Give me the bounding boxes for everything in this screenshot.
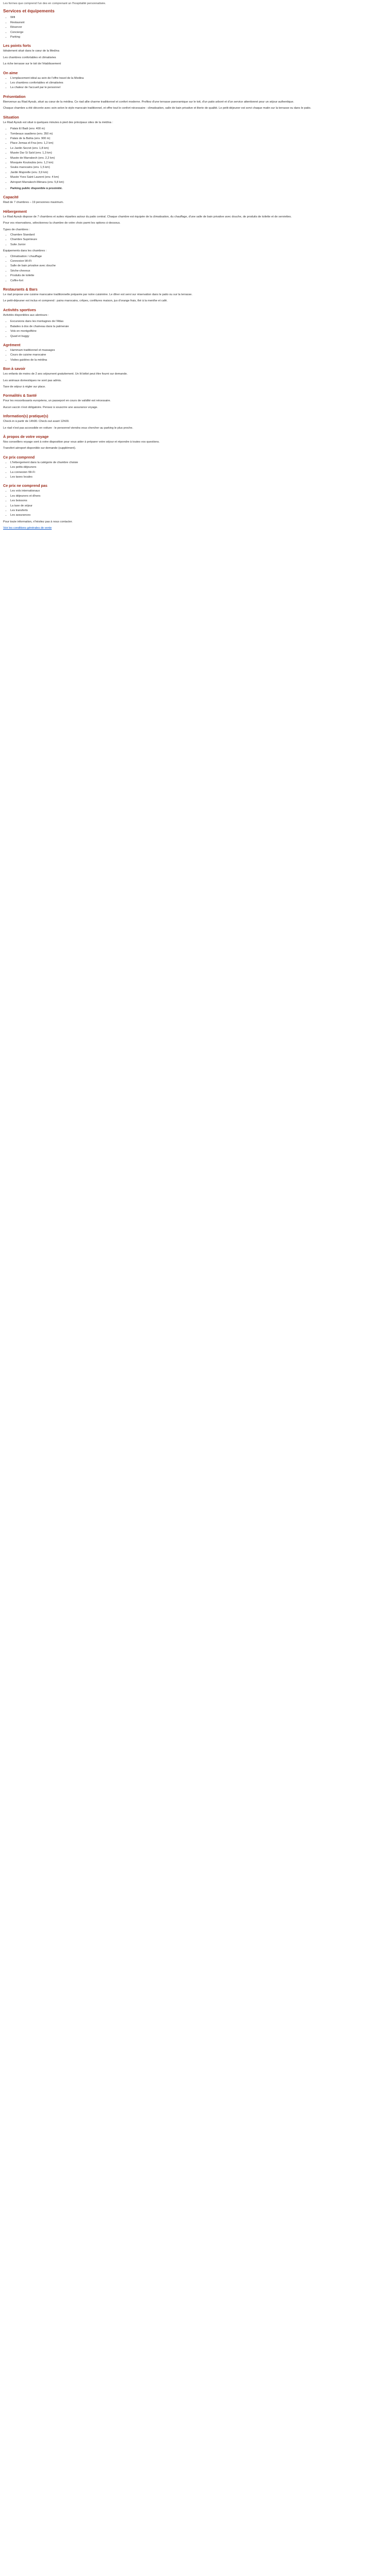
situation-title: Situation [3,114,19,120]
agrement-list [3,349,388,362]
intro-text: Les formes que comprend l'un des en comprenant un l'hospitalité personnalisée. [3,2,106,5]
infos-para: Le riad n'est pas accessible en voiture : le personnel viendra vous chercher au parking le plus proche. [3,426,134,430]
situation-note: • Parking public disponible à proximité. [10,187,388,191]
presentation-para: Bienvenue au Riad Ayoub, situé au cœur de la médina. Ce riad allie charme traditionnel et confort moderne. Profitez d'une terrasse panoramique sur le toit, d'un patio arboré et d'un service attentionné pour un séjour authentique. [3,100,295,104]
voyage-title: À propos de votre voyage [3,434,49,439]
room-equip-item: • Connexion Wi-Fi [10,260,388,263]
on-aime-item: • La chaleur de l'accueil par le personnel [10,86,388,90]
service-item: • Restaurant [10,21,388,25]
activites-list [3,320,388,338]
prix-non-compris-item: • La taxe de séjour [10,504,388,508]
situation-item: • Place Jemaa el-Fna (env. 1,2 km) [10,142,388,145]
prix-non-compris-item: • Les vols internationaux [10,489,388,493]
prix-comprend-item: • Les taxes locales [10,476,388,479]
room-equip-list [3,255,388,283]
prix-non-compris-list [3,489,388,517]
service-item: • Concierge [10,31,388,35]
prix-comprend-item: • La connexion Wi-Fi [10,471,388,474]
points-forts-para: Idéalement situé dans le cœur de la Medina [3,49,59,53]
room-types-title: Types de chambres : [3,228,30,231]
situation-item: • Jardin Majorelle (env. 3,9 km) [10,171,388,175]
capacite-title: Capacité [3,195,19,200]
bon-a-savoir-title: Bon à savoir [3,366,26,371]
infos-para: Check-in à partir de 14h00. Check-out avant 12h00. [3,420,70,423]
situation-item: • Mosquée Koutoubia (env. 1,2 km) [10,161,388,165]
services-list [3,16,388,39]
presentation-para: Chaque chambre a été décorée avec soin selon le style marocain traditionnel, et offre tout le confort nécessaire : climatisation, salle de bain privative et literie de qualité. Le petit-déjeuner est servi chaque matin sur la terrasse ou dans le patio. [3,107,312,110]
situation-item: • Palais El Badi (env. 400 m) [10,127,388,131]
bon-a-savoir-para: Les enfants de moins de 2 ans séjournent gratuitement. Un lit bébé peut être fourni sur demande. [3,372,128,376]
formalites-sante-title: Formalités & Santé [3,393,37,398]
formalites-sante-para: Pour les ressortissants européens, un passeport en cours de validité est nécessaire. [3,399,111,403]
activites-intro: Activités disponibles aux alentours : [3,313,49,317]
on-aime-list [3,77,388,90]
on-aime-item: • Les chambres confortables et climatisées [10,81,388,85]
prix-comprend-title: Ce prix comprend [3,454,35,460]
agrement-item: • Hammam traditionnel et massages [10,349,388,352]
prix-non-compris-item: • Les boissons [10,499,388,503]
room-equip-title: Équipements dans les chambres : [3,249,47,253]
prix-non-compris-item: • Les transferts [10,509,388,513]
room-type-item: • Chambre Standard [10,233,388,237]
presentation-title: Présentation [3,94,26,99]
hebergement-para: Le Riad Ayoub dispose de 7 chambres et suites réparties autour du patio central. Chaque chambre est équipée de la climatisation, du chauffage, d'une salle de bain privative avec douche, de produits de toilette et de serviettes. [3,215,292,218]
activites-title: Activités sportives [3,307,36,312]
services-title: Services et équipements [3,8,55,14]
footer-contact: Pour toute information, n'hésitez pas à nous contacter. [3,520,73,523]
situation-item: • Musée de Marrakech (env. 2,2 km) [10,157,388,160]
room-equip-item: • Sèche-cheveux [10,269,388,273]
situation-item: • Musée Yves Saint Laurent (env. 4 km) [10,176,388,179]
prix-comprend-item: • Les petits-déjeuners [10,466,388,469]
activite-item: • Excursions dans les montagnes de l'Atlas [10,320,388,324]
situation-list [3,127,388,184]
situation-item: • Le Jardin Secret (env. 1,8 km) [10,147,388,150]
hebergement-title: Hébergement [3,209,27,214]
situation-item: • Souks marocains (env. 1,5 km) [10,166,388,170]
activite-item: • Quad et buggy [10,335,388,338]
on-aime-item: • L'emplacement idéal au sein de l'offre travel de la Medina [10,77,388,80]
situation-item: • Aéroport Marrakech-Ménara (env. 5,8 km) [10,181,388,184]
agrement-title: Agrément [3,342,21,347]
capacite-line: Riad de 7 chambres – 19 personnes maximum. [3,201,64,205]
prix-comprend-list [3,461,388,480]
points-forts-title: Les points forts [3,43,31,48]
bon-a-savoir-para: Taxe de séjour à régler sur place. [3,385,46,388]
service-item: • Réserver [10,26,388,29]
voyage-para: Transfert aéroport disponible sur demande (supplément). [3,447,76,450]
activite-item: • Balades à dos de chameau dans la palmeraie [10,325,388,329]
room-types-list [3,233,388,247]
restaurants-para: Le petit-déjeuner est inclus et comprend : pains marocains, crêpes, confitures maison, jus d'orange frais, thé à la menthe et café. [3,299,168,303]
prix-non-compris-title: Ce prix ne comprend pas [3,483,47,488]
situation-item: • Musée Dar Si Saïd (env. 1,3 km) [10,151,388,155]
on-aime-title: On aime [3,70,18,75]
room-equip-item: • Produits de toilette [10,274,388,278]
situation-item: • Tombeaux saadiens (env. 350 m) [10,132,388,136]
agrement-item: • Visites guidées de la médina [10,359,388,362]
cgv-link[interactable]: Voir les conditions générales de vente [3,527,52,530]
room-equip-item: • Salle de bain privative avec douche [10,264,388,268]
page [0,0,391,536]
service-item: • Wifi [10,16,388,20]
service-item: • Parking [10,36,388,39]
situation-note-list [3,187,388,191]
hebergement-para: Pour vos réservations, sélectionnez la chambre de votre choix parmi les options ci-dessous. [3,222,121,225]
bon-a-savoir-para: Les animaux domestiques ne sont pas admis. [3,379,62,382]
formalites-sante-para: Aucun vaccin n'est obligatoire. Pensez à souscrire une assurance voyage. [3,405,98,409]
infos-title: Information(s) pratique(s) [3,414,48,419]
activite-item: • Vols en montgolfière [10,330,388,333]
prix-comprend-item: • L'hébergement dans la catégorie de chambre choisie [10,461,388,465]
room-equip-item: • Climatisation / chauffage [10,255,388,259]
voyage-para: Nos conseillers voyage sont à votre disposition pour vous aider à préparer votre séjour et répondre à toutes vos questions. [3,440,160,444]
room-type-item: • Suite Junior [10,243,388,247]
prix-non-compris-item: • Les assurances [10,514,388,517]
room-equip-item: • Coffre-fort [10,279,388,283]
restaurants-title: Restaurants & Bars [3,287,38,292]
situation-intro: Le Riad Ayoub est situé à quelques minutes à pied des principaux sites de la médina : [3,121,113,124]
prix-non-compris-item: • Les déjeuners et dîners [10,495,388,498]
points-forts-para: Les chambres confortables et climatisées [3,56,56,59]
situation-item: • Palais de la Bahia (env. 900 m) [10,137,388,141]
agrement-item: • Cours de cuisine marocaine [10,353,388,357]
room-type-item: • Chambre Supérieure [10,238,388,242]
points-forts-para: La riche terrasse sur le toit de l'établissement [3,62,61,66]
restaurants-para: Le riad propose une cuisine marocaine traditionnelle préparée par notre cuisinière. Le dîner est servi sur réservation dans le patio ou sur la terrasse. [3,293,192,297]
